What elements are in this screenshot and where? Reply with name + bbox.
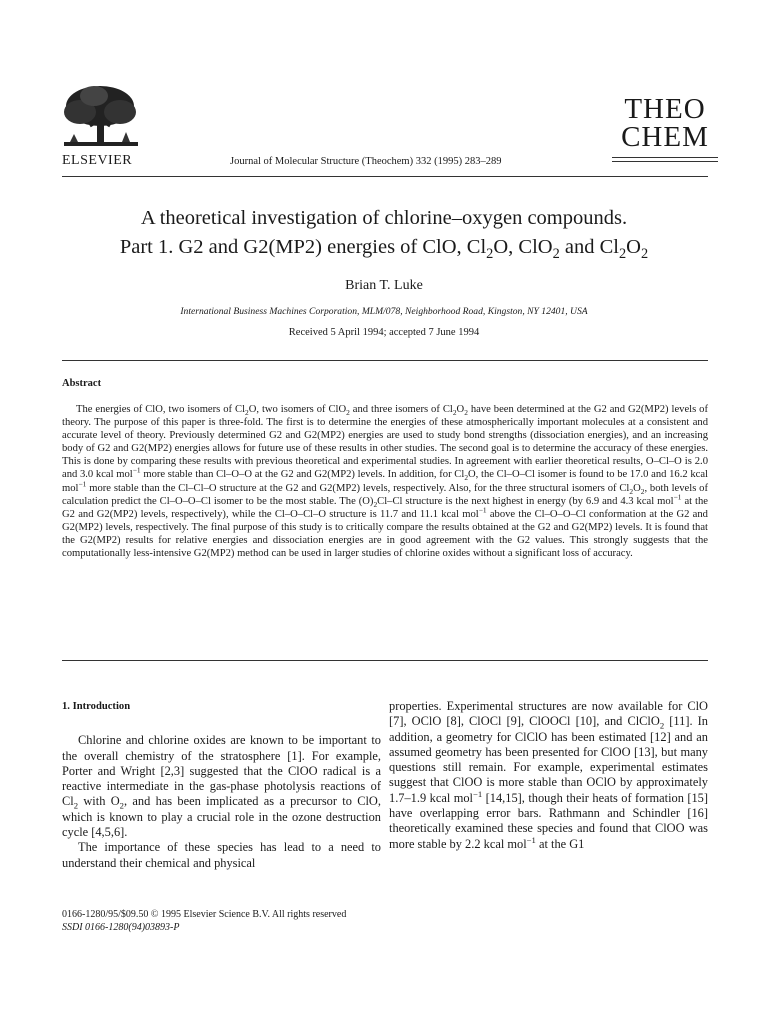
badge-line1: THEO xyxy=(624,93,706,125)
body-column-left xyxy=(62,699,381,871)
article-title xyxy=(40,204,728,262)
abstract-heading: Abstract xyxy=(62,378,102,389)
publisher-name: ELSEVIER xyxy=(62,153,133,168)
abstract-bottom-rule xyxy=(62,660,708,661)
received-dates: Received 5 April 1994; accepted 7 June 1994 xyxy=(288,327,480,338)
elsevier-tree-logo xyxy=(60,82,142,154)
journal-citation: Journal of Molecular Structure (Theochem) 332 (1995) 283–289 xyxy=(230,156,502,167)
theochem-badge xyxy=(612,95,718,151)
paragraph: properties. Experimental structures are now available for ClO [7], OClO [8], ClOCl [9], ClOOCl [10], and ClClO$_2$ [11]. In addition, a geometry for ClClO has been estimated [12] and an assumed geometry has been presented for ClOO [13], but many questions still remain. For example, experimental estimates suggest that ClOO is more stable than OClO by approximately 1.7–1.9 kcal mol$^{-1}$ [14,15], though their heats of formation [15] have overlapping error bars. Rathmann and Schindler [16] theoretically examined these species and found that ClOO was more stable by 2.2 kcal mol$^{-1}$ at the G1 xyxy=(389,699,709,851)
paragraph: The importance of these species has lead to a need to understand their chemical and physical xyxy=(62,840,381,870)
footer-notes xyxy=(62,908,346,934)
abstract-top-rule xyxy=(62,360,708,361)
title-line2: Part 1. G2 and G2(MP2) energies of ClO, $Cl_2O$, ClO$_2$ and $Cl_2O_2$ xyxy=(119,236,649,263)
title-line1: A theoretical investigation of chlorine–oxygen compounds. xyxy=(140,207,628,229)
body-column-right xyxy=(389,699,708,852)
header-rule xyxy=(62,176,708,177)
abstract-text: The energies of ClO, two isomers of $Cl_2O$, two isomers of ClO$_2$ and three isomers of $Cl_2O_2$ have been determined at the G2 and G2(MP2) levels of theory. The purpose of this paper is three-fold. The first is to determine the energies of these atmospherically important molecules at a consistent and accurate level of theory. Previously determined G2 and G2(MP2) energies are used to study bond strengths (dissociation energies), and an increasing body of G2 and G2(MP2) energies allows for future use of these results in other studies. The second goal is to determine the accuracy of these energies. This is done by comparing these results with previous theoretical and experimental studies. In agreement with earlier theoretical results, O–Cl–O is 2.0 and 3.0 kcal mol$^{-1}$ more stable than Cl–O–O at the G2 and G2(MP2) levels. In addition, for $Cl_2O$, the Cl–O–Cl isomer is found to be 17.0 and 16.2 kcal mol$^{-1}$ more stable than the Cl–Cl–O structure at the G2 and G2(MP2) levels, respectively. Also, for the three structural isomers of $Cl_2O_2$, both levels of calculation predict the Cl–O–O–Cl isomer to be the most stable. The $(O)_2Cl-Cl$ structure is the next highest in energy (by 6.9 and 4.3 kcal mol$^{-1}$ at the G2 and G2(MP2) levels, respectively), while the Cl–O–Cl–O structure is 11.7 and 11.1 kcal mol$^{-1}$ above the Cl–O–O–Cl conformation at the G2 and G2(MP2) levels, respectively. The final purpose of this study is to critically compare the results obtained at the G2 and G2(MP2) levels. It is found that the G2(MP2) results for relative energies and dissociation energies are in good agreement with the G2 values. This strongly suggests that the computationally less-intensive G2(MP2) method can be used in larger studies of chlorine oxides without a significant loss of accuracy. xyxy=(62,404,709,560)
ssdi-line: SSDI 0166-1280(94)03893-P xyxy=(62,922,180,933)
paragraph: Chlorine and chlorine oxides are known to be important to the overall chemistry of the stratosphere [1]. For example, Porter and Wright [2,3] suggested that the ClOO radical is a reactive intermediate in the gas-phase photolysis reactions of $Cl_2$ with $O_2$, and has been implicated as a precursor to ClO, which is known to play a crucial role in the ozone destruction cycle [4,5,6]. xyxy=(62,733,381,840)
badge-rule-1 xyxy=(612,157,718,158)
badge-line2: CHEM xyxy=(621,121,709,153)
badge-rule-2 xyxy=(612,161,718,162)
section-heading: 1. Introduction xyxy=(62,701,131,712)
copyright-line: 0166-1280/95/$09.50 © 1995 Elsevier Science B.V. All rights reserved xyxy=(62,909,347,920)
affiliation: International Business Machines Corporation, MLM/078, Neighborhood Road, Kingston, NY 12401, USA xyxy=(180,306,588,317)
author: Brian T. Luke xyxy=(345,278,423,293)
